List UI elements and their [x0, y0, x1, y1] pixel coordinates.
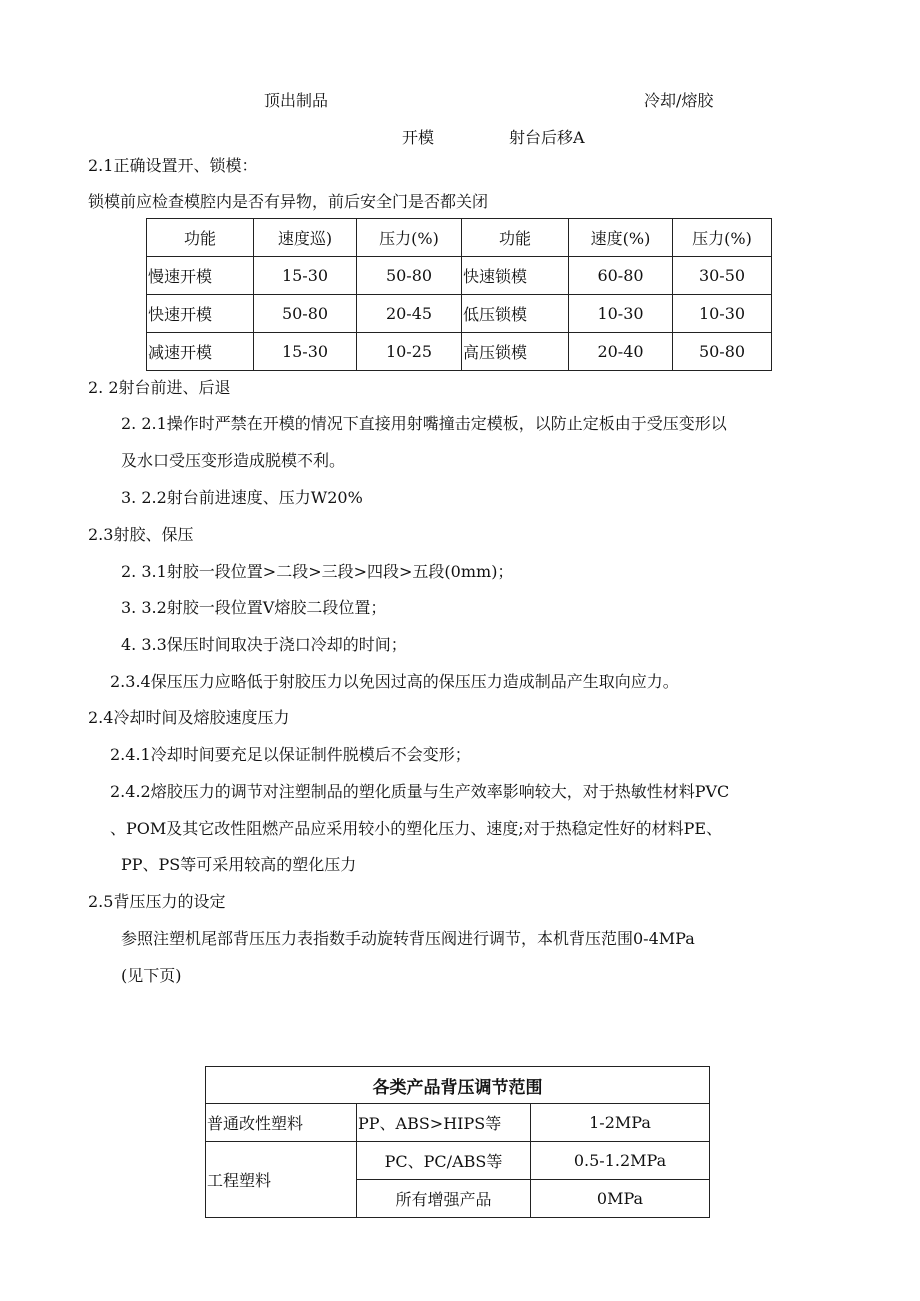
- section-2-5-body: 参照注塑机尾部背压压力表指数手动旋转背压阀进行调节，本机背压范围0-4MPa: [121, 929, 695, 948]
- table-cell: 10-30: [673, 295, 772, 333]
- section-2-2-1-line2: 及水口受压变形造成脱模不利。: [121, 451, 346, 470]
- table-cell: 低压锁模: [462, 295, 569, 333]
- table-cell: 15-30: [254, 333, 357, 371]
- table-header-row: [147, 219, 772, 257]
- header-cell: 速度(%): [569, 219, 673, 257]
- section-2-2-heading: 2. 2射台前进、后退: [88, 378, 231, 397]
- section-2-4-2-line3: PP、PS等可采用较高的塑化压力: [121, 855, 357, 874]
- section-2-3-heading: 2.3射胶、保压: [88, 525, 194, 544]
- header-cell: 压力(%): [357, 219, 462, 257]
- table-cell: 减速开模: [147, 333, 254, 371]
- table-cell: 10-30: [569, 295, 673, 333]
- label-eject-product: 顶出制品: [264, 91, 329, 110]
- table-row: [147, 333, 772, 371]
- table-cell: 20-40: [569, 333, 673, 371]
- backpressure-table: [205, 1066, 710, 1218]
- table-cell: PC、PC/ABS等: [357, 1142, 531, 1180]
- section-2-2-1-line1: 2. 2.1操作时严禁在开模的情况下直接用射嘴撞击定模板，以防止定板由于受压变形以: [121, 414, 727, 433]
- section-2-3-3: 4. 3.3保压时间取决于浇口冷却的时间；: [121, 635, 407, 654]
- section-2-4-heading: 2.4冷却时间及熔胶速度压力: [88, 708, 290, 727]
- table-cell: 10-25: [357, 333, 462, 371]
- section-2-3-1: 2. 3.1射胶一段位置>二段>三段>四段>五段(0mm)；: [121, 562, 514, 581]
- table-group-cell: 工程塑料: [206, 1142, 357, 1218]
- header-cell: 压力(%): [673, 219, 772, 257]
- header-cell: 功能: [462, 219, 569, 257]
- table-cell: 普通改性塑料: [206, 1104, 357, 1142]
- table-cell: 0.5-1.2MPa: [531, 1142, 710, 1180]
- table-cell: 30-50: [673, 257, 772, 295]
- section-2-2-2: 3. 2.2射台前进速度、压力W20%: [121, 488, 363, 507]
- label-nozzle-retract: 射台后移A: [509, 128, 585, 147]
- table-cell: 1-2MPa: [531, 1104, 710, 1142]
- table-title: 各类产品背压调节范围: [206, 1067, 710, 1104]
- section-2-4-2-line2: 、POM及其它改性阻燃产品应采用较小的塑化压力、速度;对于热稳定性好的材料PE、: [110, 819, 723, 838]
- table-cell: 20-45: [357, 295, 462, 333]
- table-cell: 50-80: [254, 295, 357, 333]
- section-2-4-2-line1: 2.4.2熔胶压力的调节对注塑制品的塑化质量与生产效率影响较大，对于热敏性材料PVC: [110, 782, 730, 801]
- label-mold-open: 开模: [402, 128, 435, 147]
- table-cell: 慢速开模: [147, 257, 254, 295]
- section-2-4-1: 2.4.1冷却时间要充足以保证制件脱模后不会变形；: [110, 745, 471, 764]
- section-2-3-2: 3. 3.2射胶一段位置V熔胶二段位置；: [121, 598, 387, 617]
- table-cell: 0MPa: [531, 1180, 710, 1218]
- table-cell: 高压锁模: [462, 333, 569, 371]
- table-cell: 快速开模: [147, 295, 254, 333]
- table-row: [147, 257, 772, 295]
- table-cell: 所有增强产品: [357, 1180, 531, 1218]
- section-2-3-4: 2.3.4保压压力应略低于射胶压力以免因过高的保压压力造成制品产生取向应力。: [110, 672, 679, 691]
- table-cell: 50-80: [673, 333, 772, 371]
- table-cell: PP、ABS>HIPS等: [357, 1104, 531, 1142]
- table-cell: 60-80: [569, 257, 673, 295]
- label-cool-melt: 冷却/熔胶: [644, 91, 714, 110]
- see-next-page-note: (见下页): [121, 966, 182, 985]
- table-row: [206, 1104, 710, 1142]
- table-row: [206, 1142, 710, 1180]
- mold-settings-table: [146, 218, 772, 371]
- section-2-1-heading: 2.1正确设置开、锁模：: [88, 156, 258, 175]
- table-cell: 50-80: [357, 257, 462, 295]
- header-cell: 功能: [147, 219, 254, 257]
- table-cell: 15-30: [254, 257, 357, 295]
- table-cell: 快速锁模: [462, 257, 569, 295]
- section-2-1-note: 锁模前应检查模腔内是否有异物，前后安全门是否都关闭: [88, 192, 489, 211]
- header-cell: 速度巡): [254, 219, 357, 257]
- table-row: [147, 295, 772, 333]
- table-title-row: [206, 1067, 710, 1104]
- section-2-5-heading: 2.5背压压力的设定: [88, 892, 226, 911]
